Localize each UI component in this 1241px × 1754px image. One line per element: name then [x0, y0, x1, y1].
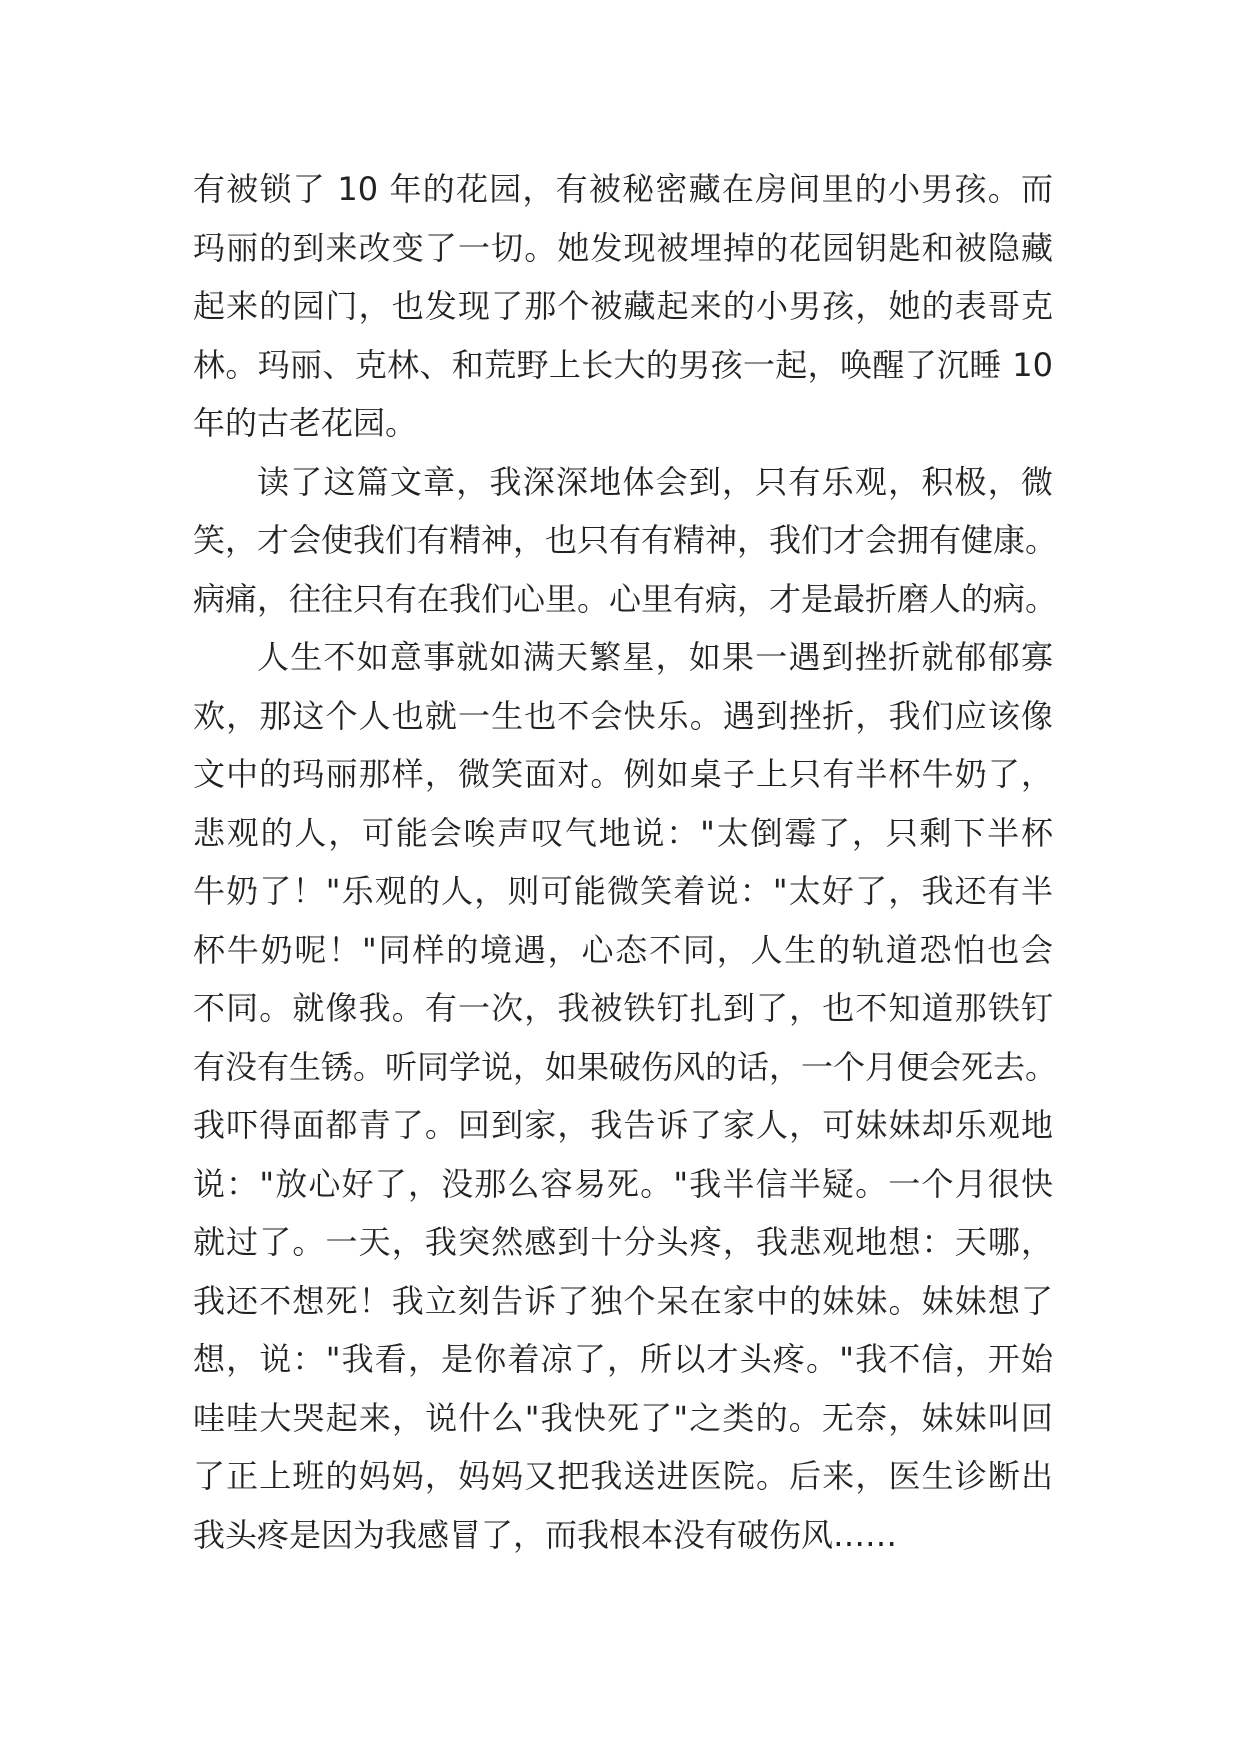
text-line: 笑，才会使我们有精神，也只有有精神，我们才会拥有健康。	[193, 521, 1058, 559]
text-line: 有没有生锈。听同学说，如果破伤风的话，一个月便会死去。	[193, 1047, 1058, 1086]
text-line: 文中的玛丽那样，微笑面对。例如桌子上只有半杯牛奶了，	[193, 755, 1053, 793]
text-line: 我吓得面都青了。回到家，我告诉了家人，可妹妹却乐观地	[193, 1106, 1053, 1144]
text-line: 起来的园门，也发现了那个被藏起来的小男孩，她的表哥克	[193, 287, 1053, 325]
text-line: 悲观的人，可能会唉声叹气地说："太倒霉了，只剩下半杯	[193, 813, 1053, 852]
text-line: 年的古老花园。	[193, 404, 418, 442]
text-line: 有被锁了 10 年的花园，有被秘密藏在房间里的小男孩。而	[193, 170, 1053, 208]
text-line: 就过了。一天，我突然感到十分头疼，我悲观地想：天哪，	[193, 1223, 1053, 1261]
text-line: 我还不想死！我立刻告诉了独个呆在家中的妹妹。妹妹想了	[193, 1281, 1053, 1320]
text-line: 哇哇大哭起来，说什么"我快死了"之类的。无奈，妹妹叫回	[193, 1398, 1053, 1437]
text-line: 我头疼是因为我感冒了，而我根本没有破伤风……	[193, 1515, 898, 1554]
text-line: 了正上班的妈妈，妈妈又把我送进医院。后来，医生诊断出	[193, 1457, 1053, 1495]
text-line: 病痛，往往只有在我们心里。心里有病，才是最折磨人的病。	[193, 579, 1058, 618]
text-line: 不同。就像我。有一次，我被铁钉扎到了，也不知道那铁钉	[193, 989, 1053, 1027]
paragraph-first-line: 人生不如意事就如满天繁星，如果一遇到挫折就郁郁寡	[257, 638, 1053, 676]
text-line: 林。玛丽、克林、和荒野上长大的男孩一起，唤醒了沉睡 10	[193, 345, 1053, 384]
text-line: 说："放心好了，没那么容易死。"我半信半疑。一个月很快	[193, 1164, 1053, 1203]
text-line: 牛奶了！"乐观的人，则可能微笑着说："太好了，我还有半	[193, 872, 1053, 910]
text-line: 玛丽的到来改变了一切。她发现被埋掉的花园钥匙和被隐藏	[193, 228, 1053, 267]
text-line: 杯牛奶呢！"同样的境遇，心态不同，人生的轨道恐怕也会	[193, 930, 1053, 969]
body-text	[193, 160, 1058, 1564]
text-line: 欢，那这个人也就一生也不会快乐。遇到挫折，我们应该像	[193, 696, 1053, 735]
paragraph-first-line: 读了这篇文章，我深深地体会到，只有乐观，积极，微	[257, 462, 1053, 501]
text-line: 想，说："我看，是你着凉了，所以才头疼。"我不信，开始	[193, 1340, 1053, 1378]
